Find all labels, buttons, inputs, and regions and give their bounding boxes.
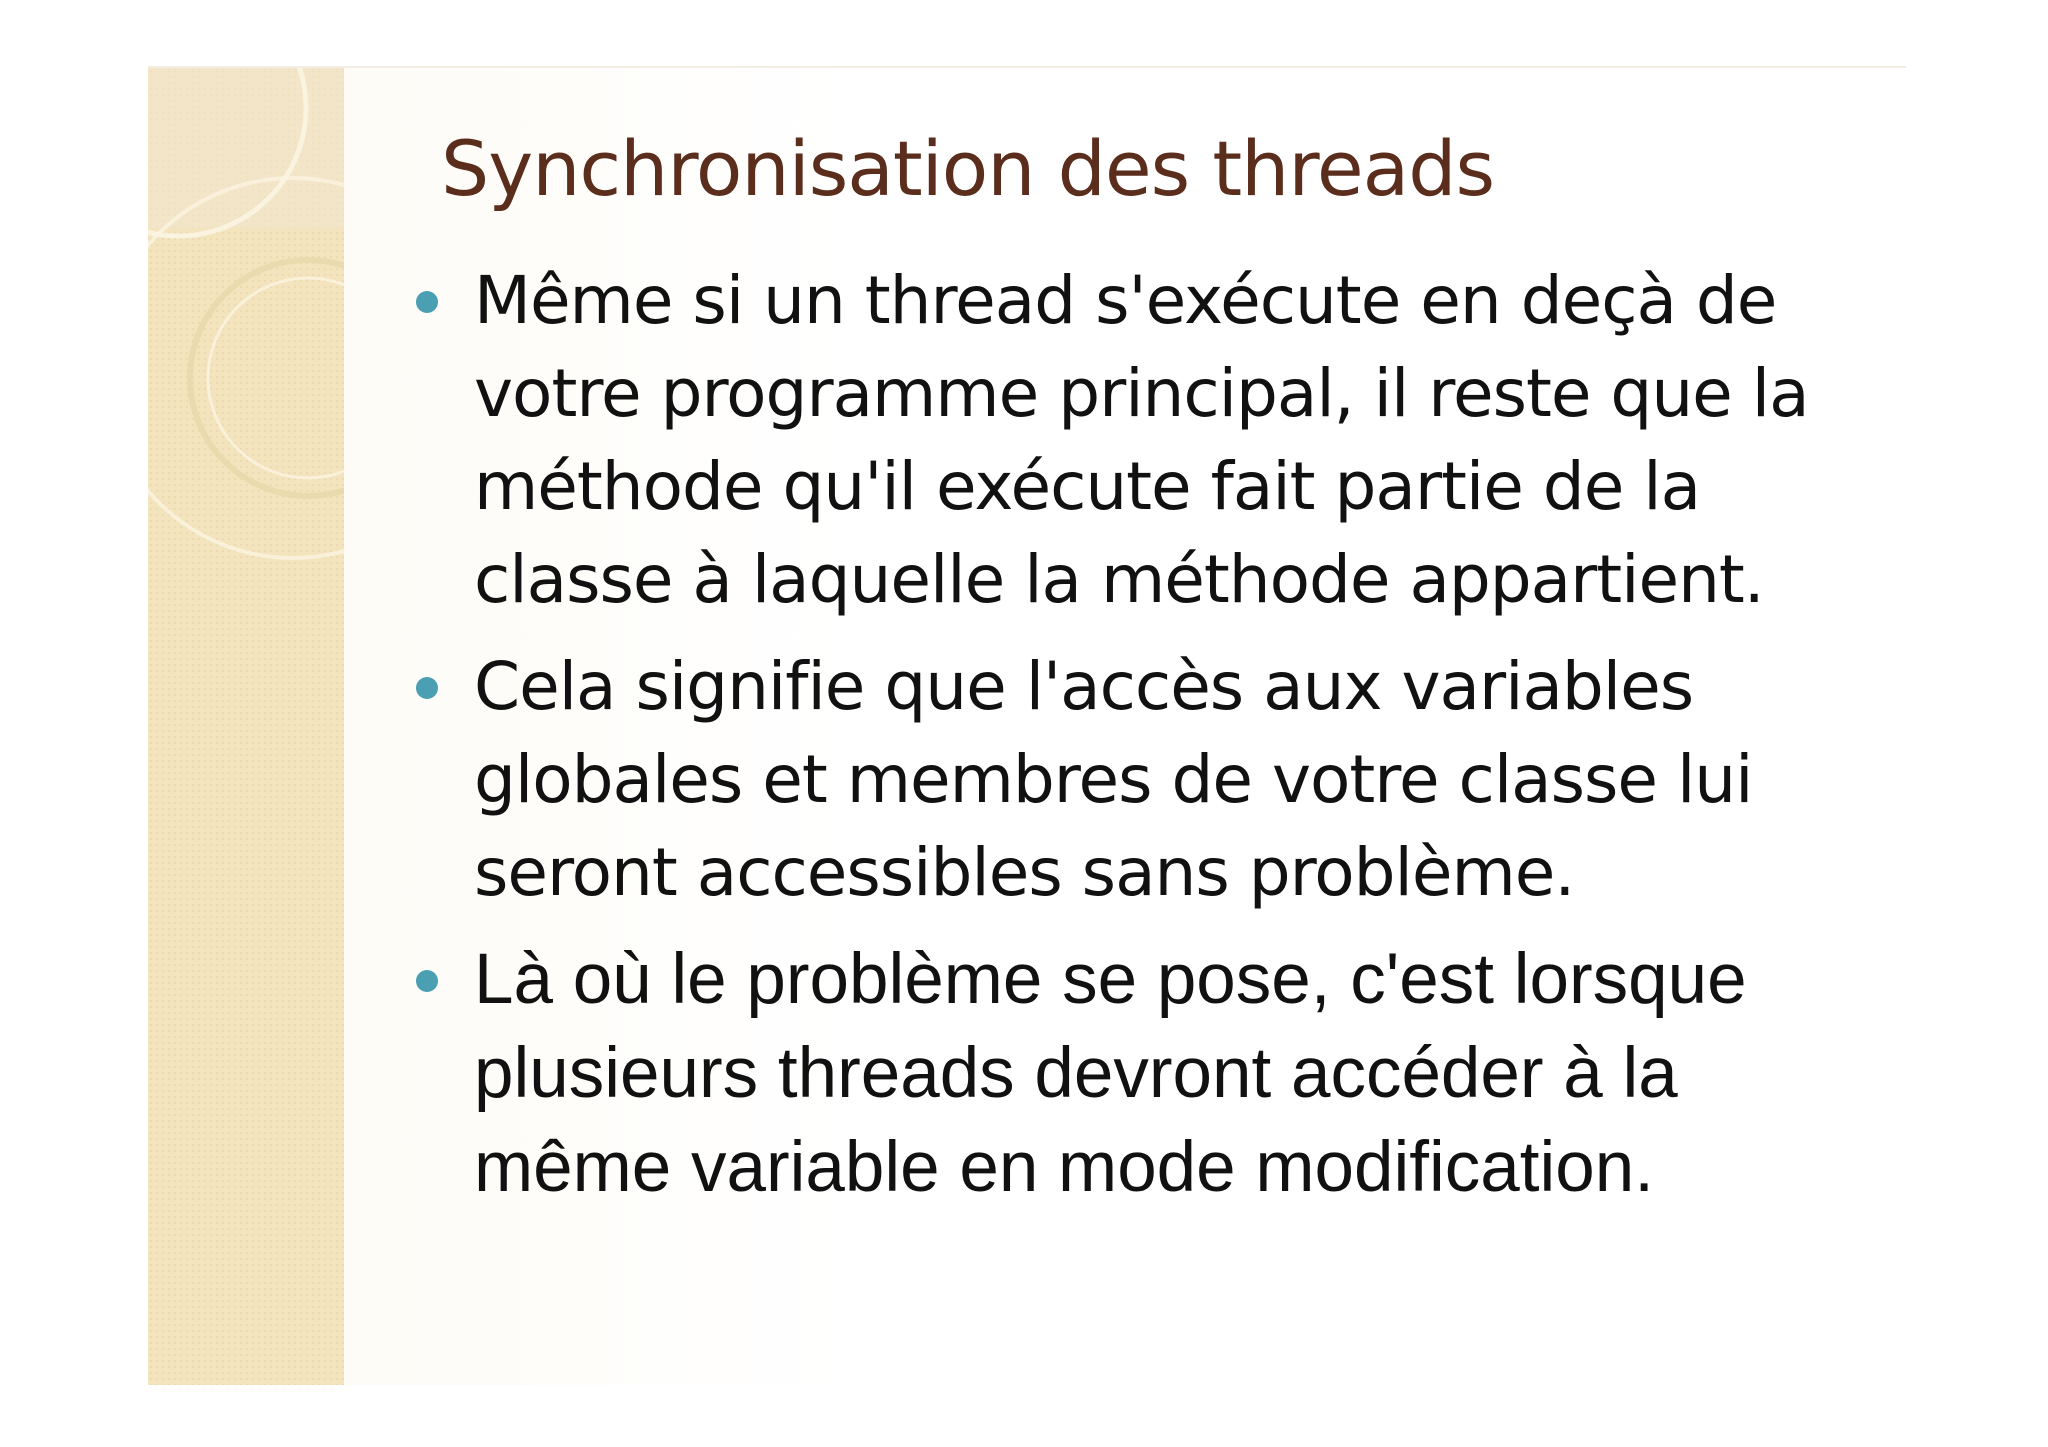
- bullet-text: Là où le problème se pose, c'est lorsque plusieurs threads devront accéder à la même variable en mode modification.: [474, 940, 1747, 1207]
- bullet-item: [416, 254, 1856, 626]
- bullet-dot-icon: [416, 970, 438, 992]
- bullet-text: Cela signifie que l'accès aux variables globales et membres de votre classe lui seront accessibles sans problème.: [474, 648, 1753, 911]
- bullet-list: [416, 254, 1856, 1229]
- slide: [148, 66, 1906, 1385]
- decorative-side-band: [148, 68, 344, 1385]
- decorative-circles-icon: [148, 68, 344, 1385]
- bullet-dot-icon: [416, 677, 438, 699]
- bullet-dot-icon: [416, 291, 438, 313]
- slide-title: Synchronisation des threads: [441, 124, 1495, 213]
- bullet-item: [416, 640, 1856, 919]
- bullet-text: Même si un thread s'exécute en deçà de votre programme principal, il reste que la méthode qu'il exécute fait partie de la classe à laquelle la méthode appartient.: [474, 262, 1809, 618]
- bullet-item: [416, 933, 1856, 1215]
